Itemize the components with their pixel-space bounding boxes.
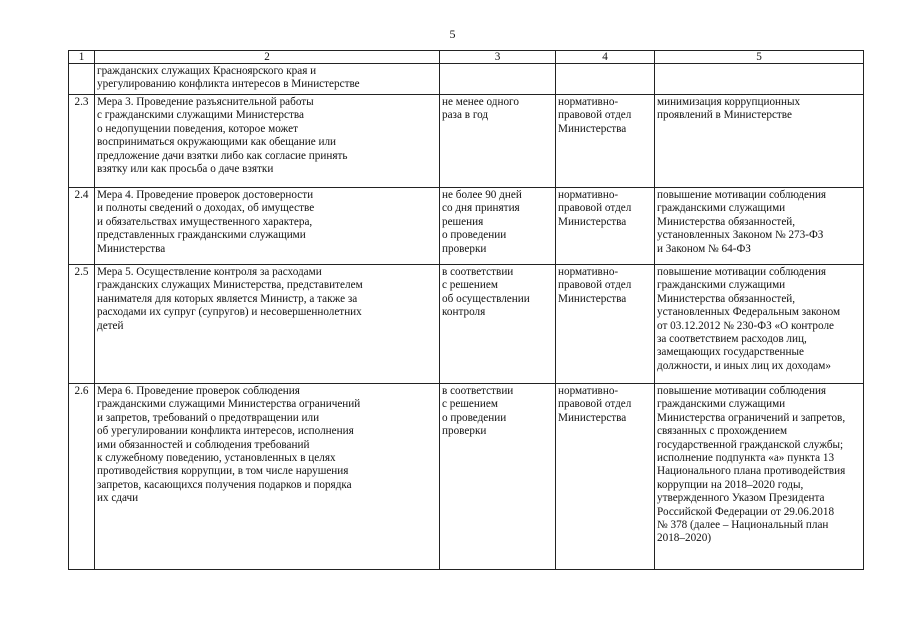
column-header: 1 — [69, 51, 95, 64]
page-number: 5 — [449, 27, 456, 41]
table-row — [69, 64, 864, 95]
result-cell: минимизация коррупционных проявлений в Министерстве — [655, 95, 864, 188]
result-cell: повышение мотивации соблюдения гражданскими служащими Министерства ограничений и запретов, связанных с прохождением государственной гражданской службы; исполнение подпункта «а» пункта 13 Национального плана противодействия коррупции на 2018–2020 годы, утвержденного Указом Президента Российской Федерации от 29.06.2018 № 378 (далее – Национальный план 2018–2020) — [655, 384, 864, 570]
measure-cell: Мера 5. Осуществление контроля за расходами гражданских служащих Министерства, представителем нанимателя для которых является Министр, а также за расходами их супруг (супругов) и несовершеннолетних детей — [95, 265, 440, 384]
deadline-cell: в соответствии с решением об осуществлении контроля — [440, 265, 556, 384]
executor-cell: нормативно- правовой отдел Министерства — [556, 188, 655, 265]
deadline-cell: не менее одного раза в год — [440, 95, 556, 188]
result-cell: повышение мотивации соблюдения гражданскими служащими Министерства обязанностей, установленных Федеральным законом от 03.12.2012 № 230-ФЗ «О контроле за соответствием расходов лиц, замещающих государственные должности, и иных лиц их доходам» — [655, 265, 864, 384]
row-number: 2.3 — [69, 95, 95, 188]
executor-cell: нормативно- правовой отдел Министерства — [556, 95, 655, 188]
column-header: 3 — [440, 51, 556, 64]
column-header: 4 — [556, 51, 655, 64]
row-number — [69, 64, 95, 95]
result-cell — [655, 64, 864, 95]
result-cell: повышение мотивации соблюдения гражданскими служащими Министерства обязанностей, установленных Законом № 273-ФЗ и Законом № 64-ФЗ — [655, 188, 864, 265]
table-row — [69, 265, 864, 384]
table-row — [69, 95, 864, 188]
table-row — [69, 384, 864, 570]
row-number: 2.4 — [69, 188, 95, 265]
row-number: 2.5 — [69, 265, 95, 384]
measure-cell: Мера 3. Проведение разъяснительной работы с гражданскими служащими Министерства о недопущении поведения, которое может восприниматься окружающими как обещание или предложение дачи взятки либо как согласие принять взятку или как просьба о даче взятки — [95, 95, 440, 188]
executor-cell — [556, 64, 655, 95]
deadline-cell — [440, 64, 556, 95]
row-number: 2.6 — [69, 384, 95, 570]
measure-cell: Мера 6. Проведение проверок соблюдения гражданскими служащими Министерства ограничений и запретов, требований о предотвращении или об урегулировании конфликта интересов, исполнения ими обязанностей и соблюдения требований к служебному поведению, установленных в целях противодействия коррупции, в том числе нарушения запретов, касающихся получения подарков и порядка их сдачи — [95, 384, 440, 570]
measure-cell: Мера 4. Проведение проверок достоверности и полноты сведений о доходах, об имуществе и обязательствах имущественного характера, представленных гражданскими служащими Министерства — [95, 188, 440, 265]
table-row — [69, 188, 864, 265]
executor-cell: нормативно- правовой отдел Министерства — [556, 384, 655, 570]
executor-cell: нормативно- правовой отдел Министерства — [556, 265, 655, 384]
deadline-cell: в соответствии с решением о проведении проверки — [440, 384, 556, 570]
measure-cell: гражданских служащих Красноярского края и урегулированию конфликта интересов в Министерстве — [95, 64, 440, 95]
column-header: 2 — [95, 51, 440, 64]
deadline-cell: не более 90 дней со дня принятия решения о проведении проверки — [440, 188, 556, 265]
table-header-row — [69, 51, 864, 64]
measures-table — [68, 50, 864, 570]
column-header: 5 — [655, 51, 864, 64]
